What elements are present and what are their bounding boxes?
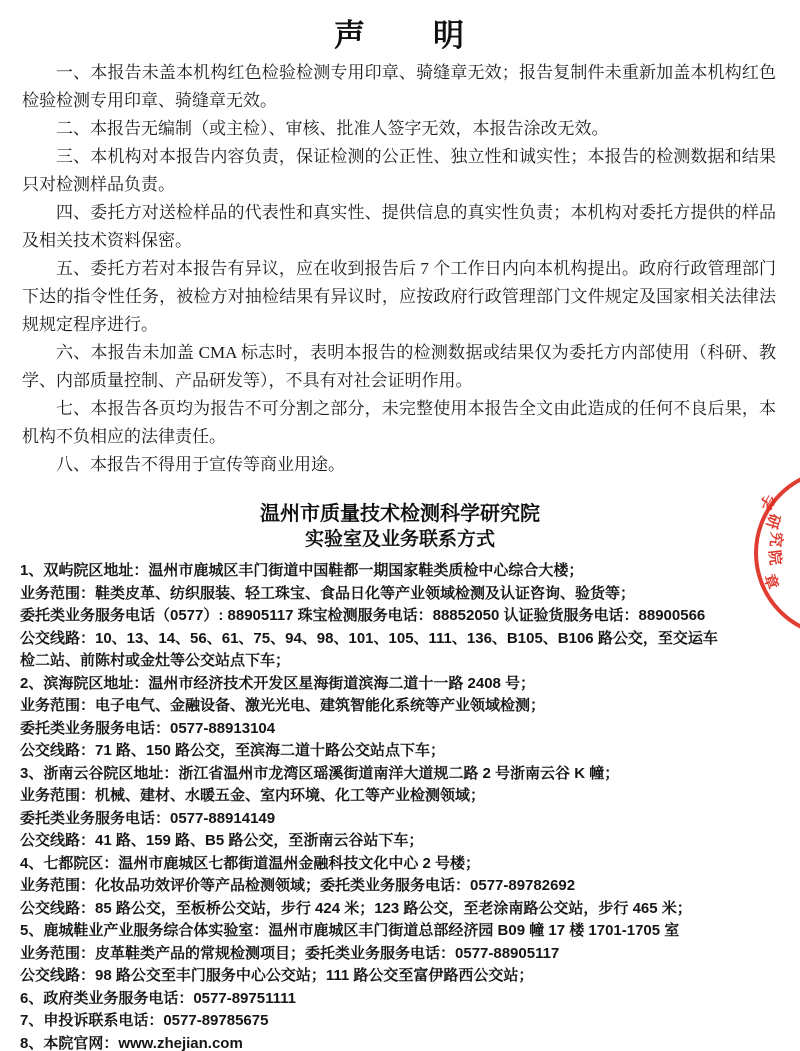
seal-character: 院 — [765, 549, 783, 566]
contact-line-lab5-address: 5、鹿城鞋业产业服务综合体实验室：温州市鹿城区丰门街道总部经济园 B09 幢 17 楼 1701-1705 室 — [20, 922, 680, 939]
contact-line-campus2-phone: 委托类业务服务电话：0577-88913104 — [20, 719, 276, 737]
contact-line-campus1-address: 1、双屿院区地址：温州市鹿城区丰门街道中国鞋都一期国家鞋类质检中心综合大楼； — [20, 562, 584, 579]
contact-line-campus4-address: 4、七都院区：温州市鹿城区七都街道温州金融科技文化中心 2 号楼； — [20, 854, 481, 872]
statement-paragraph-2: 二、本报告无编制（或主检）、审核、批准人签字无效，本报告涂改无效。 — [56, 119, 609, 138]
contact-line-complaint-phone: 7、申投诉联系电话：0577-89785675 — [20, 1012, 269, 1029]
statement-list — [0, 59, 800, 479]
contact-line-government-phone: 6、政府类业务服务电话：0577-89751111 — [20, 989, 296, 1007]
statement-paragraph-4: 四、委托方对送检样品的代表性和真实性、提供信息的真实性负责；本机构对委托方提供的样品及相关技术资料保密。 — [22, 203, 776, 250]
statement-paragraph-5: 五、委托方若对本报告有异议，应在收到报告后 7 个工作日内向本机构提出。政府行政管理部门下达的指令性任务，被检方对抽检结果有异议时，应按政府行政管理部门文件规定及国家相关法律法规规定程序进行。 — [22, 259, 776, 334]
contact-line-campus3-address: 3、浙南云谷院区地址：浙江省温州市龙湾区瑶溪街道南洋大道规二路 2 号浙南云谷 K 幢； — [20, 764, 620, 782]
contact-line-campus4-bus: 公交线路：85 路公交，至板桥公交站，步行 424 米；123 路公交，至老涂南路公交站，步行 465 米； — [20, 899, 692, 917]
statement-paragraph-6: 六、本报告未加盖 CMA 标志时，表明本报告的检测数据或结果仅为委托方内部使用（科研、教学、内部质量控制、产品研发等），不具有对社会证明作用。 — [22, 343, 776, 390]
statement-paragraph-3: 三、本机构对本报告内容负责，保证检测的公正性、独立性和诚实性；本报告的检测数据和结果只对检测样品负责。 — [22, 147, 776, 194]
contact-line-campus1-phones: 委托类业务服务电话（0577）: 88905117 珠宝检测服务电话：88852050 认证验货服务电话：88900566 — [20, 607, 706, 624]
statement-paragraph-7: 七、本报告各页均为报告不可分割之部分，未完整使用本报告全文由此造成的任何不良后果，本机构不负相应的法律责任。 — [22, 399, 776, 446]
page-title: 声 明 — [334, 18, 466, 53]
seal-character: 研 — [762, 511, 782, 531]
contact-line-campus3-phone: 委托类业务服务电话：0577-88914149 — [20, 809, 276, 827]
contact-line-campus2-address: 2、滨海院区地址：温州市经济技术开发区星海街道滨海二道十一路 2408 号； — [20, 674, 536, 692]
contact-line-campus3-bus: 公交线路：41 路、159 路、B5 路公交，至浙南云谷站下车； — [20, 832, 424, 849]
contact-line-campus1-bus: 公交线路：10、13、14、56、61、75、94、98、101、105、111、136、B105、B106 路公交，至交运车 — [20, 629, 718, 647]
seal-character: 学 — [755, 491, 777, 513]
contact-line-campus2-bus: 公交线路：71 路、150 路公交，至滨海二道十路公交站点下车； — [20, 742, 446, 759]
statement-paragraph-1: 一、本报告未盖本机构红色检验检测专用印章、骑缝章无效；报告复制件未重新加盖本机构红色检验检测专用印章、骑缝章无效。 — [22, 63, 776, 110]
contact-line-lab5-bus: 公交线路：98 路公交至丰门服务中心公交站；111 路公交至富伊路西公交站； — [20, 967, 534, 984]
statement-paragraph-8: 八、本报告不得用于宣传等商业用途。 — [56, 455, 345, 474]
seal-character: 章 — [760, 572, 781, 592]
contact-section-title: 实验室及业务联系方式 — [304, 529, 495, 550]
contact-line-campus4-scope-phone: 业务范围：化妆品功效评价等产品检测领域；委托类业务服务电话：0577-89782692 — [20, 877, 576, 894]
seal-character: 究 — [766, 531, 784, 548]
contact-line-campus2-scope: 业务范围：电子电气、金融设备、激光光电、建筑智能化系统等产业领域检测； — [20, 697, 546, 714]
contact-info-list — [0, 560, 800, 1051]
institute-name: 温州市质量技术检测科学研究院 — [260, 503, 540, 525]
contact-line-campus1-scope: 业务范围：鞋类皮革、纺织服装、轻工珠宝、食品日化等产业领域检测及认证咨询、验货等； — [20, 584, 636, 602]
contact-line-campus1-bus-cont: 检二站、前陈村或金灶等公交站点下车； — [20, 652, 291, 669]
contact-line-official-website: 8、本院官网：www.zhejian.com — [20, 1034, 243, 1051]
contact-line-lab5-scope-phone: 业务范围：皮革鞋类产品的常规检测项目；委托类业务服务电话：0577-88905117 — [20, 944, 560, 962]
contact-line-campus3-scope: 业务范围：机械、建材、水暖五金、室内环境、化工等产业检测领域； — [20, 787, 486, 804]
